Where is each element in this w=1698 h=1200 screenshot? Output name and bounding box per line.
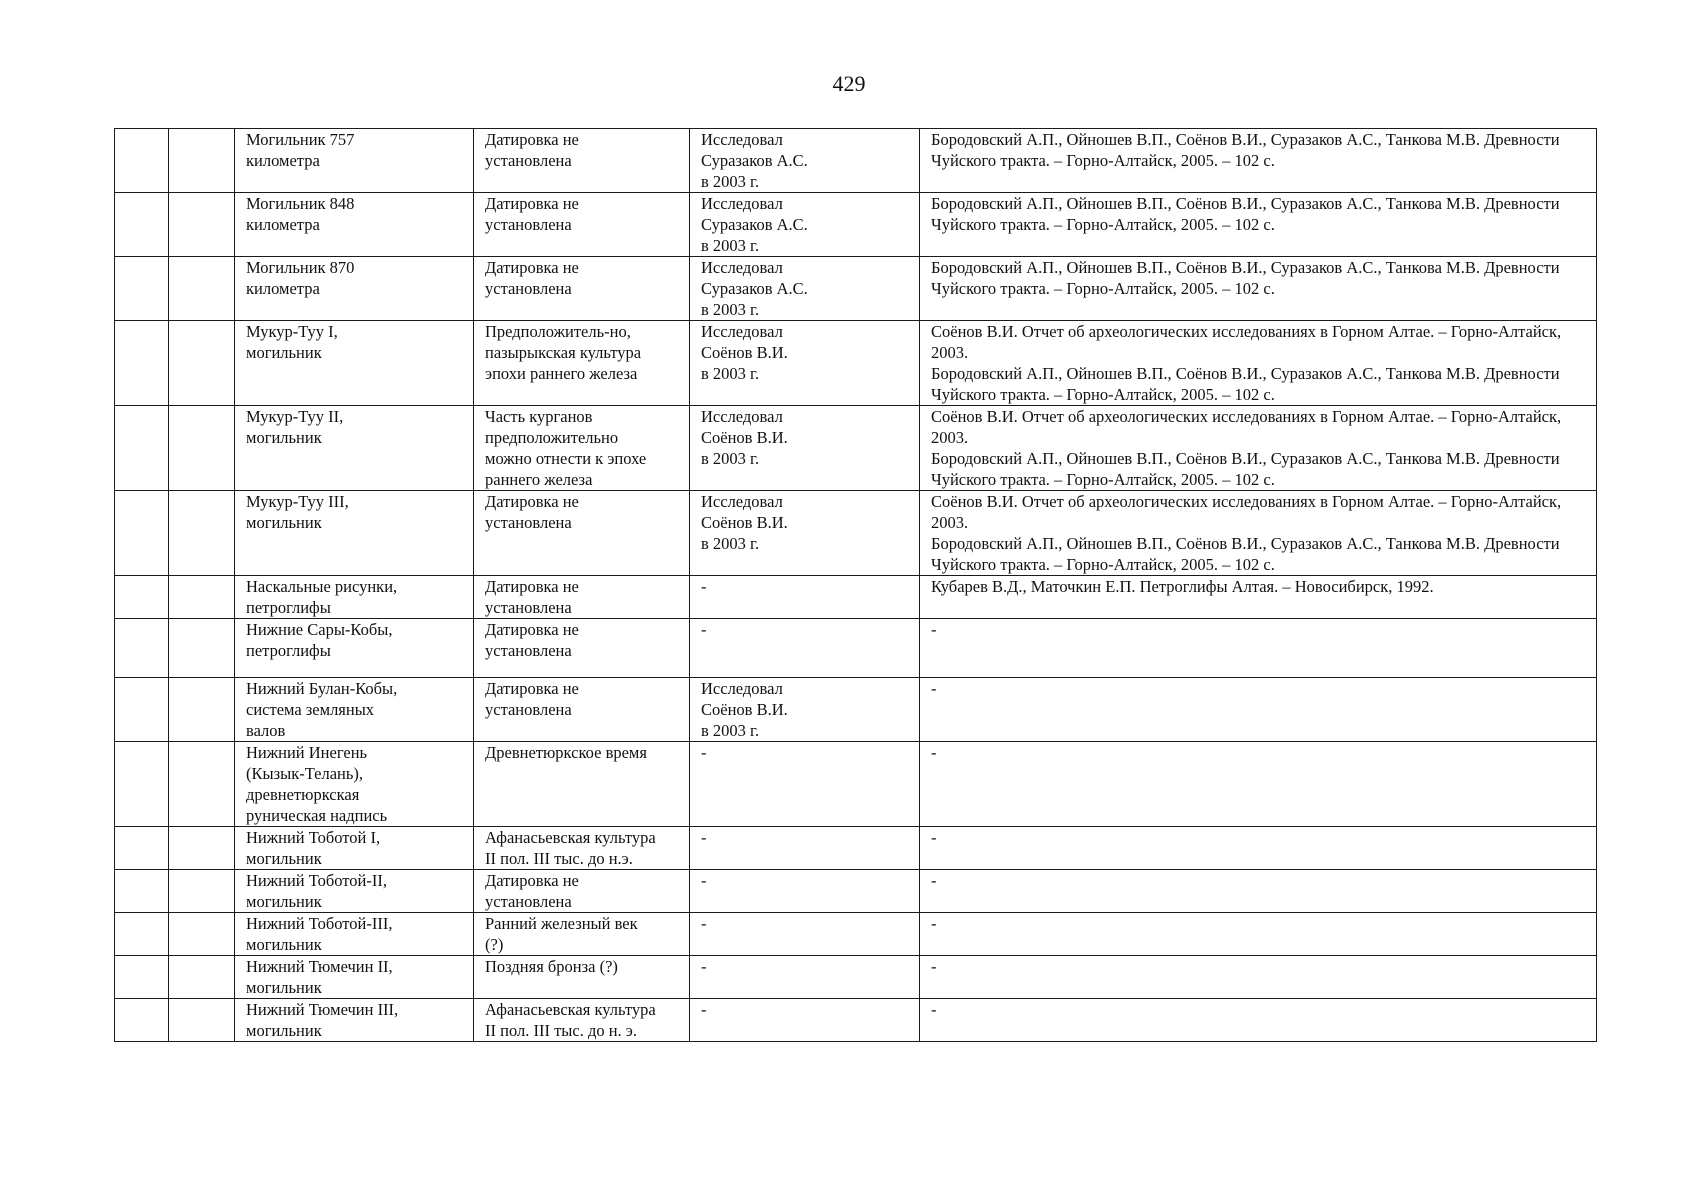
- researcher-cell: -: [690, 913, 920, 956]
- row-number-cell: [115, 999, 169, 1042]
- monument-name-cell: Нижний Булан-Кобы, система земляных валов: [235, 678, 474, 742]
- row-code-cell: [169, 956, 235, 999]
- table-row: [115, 913, 1597, 956]
- row-code-cell: [169, 576, 235, 619]
- monument-name-cell: Нижний Инегень (Кызык-Телань), древнетюркская руническая надпись: [235, 742, 474, 827]
- row-number-cell: [115, 678, 169, 742]
- source-entry: -: [931, 679, 937, 698]
- table-row: [115, 956, 1597, 999]
- row-code-cell: [169, 742, 235, 827]
- row-code-cell: [169, 129, 235, 193]
- researcher-cell: -: [690, 742, 920, 827]
- sources-cell: [920, 678, 1597, 742]
- monument-name-cell: Мукур-Туу III, могильник: [235, 491, 474, 576]
- table-row: [115, 999, 1597, 1042]
- researcher-cell: Исследовал Соёнов В.И. в 2003 г.: [690, 491, 920, 576]
- row-number-cell: [115, 321, 169, 406]
- monument-name-cell: Нижний Тюмечин II, могильник: [235, 956, 474, 999]
- sources-cell: [920, 956, 1597, 999]
- source-entry: Бородовский А.П., Ойношев В.П., Соёнов В.И., Суразаков А.С., Танкова М.В. Древности Чуйского тракта. – Горно-Алтайск, 2005. – 102 с.: [931, 130, 1560, 170]
- sources-cell: [920, 870, 1597, 913]
- source-entry: -: [931, 957, 937, 976]
- row-code-cell: [169, 678, 235, 742]
- row-code-cell: [169, 193, 235, 257]
- table-row: [115, 742, 1597, 827]
- row-code-cell: [169, 870, 235, 913]
- monument-name-cell: Нижний Тоботой-II, могильник: [235, 870, 474, 913]
- monument-name-cell: Нижний Тюмечин III, могильник: [235, 999, 474, 1042]
- researcher-cell: Исследовал Суразаков А.С. в 2003 г.: [690, 129, 920, 193]
- source-entry: Соёнов В.И. Отчет об археологических исследованиях в Горном Алтае. – Горно-Алтайск, 2003.: [931, 492, 1562, 532]
- source-entry: -: [931, 1000, 937, 1019]
- monument-name-cell: Могильник 757 километра: [235, 129, 474, 193]
- dating-cell: Ранний железный век (?): [474, 913, 690, 956]
- row-number-cell: [115, 619, 169, 678]
- monument-name-cell: Нижние Сары-Кобы, петроглифы: [235, 619, 474, 678]
- dating-cell: Древнетюркское время: [474, 742, 690, 827]
- row-code-cell: [169, 999, 235, 1042]
- source-entry: -: [931, 828, 937, 847]
- source-entry: Соёнов В.И. Отчет об археологических исследованиях в Горном Алтае. – Горно-Алтайск, 2003.: [931, 407, 1562, 447]
- sources-cell: [920, 129, 1597, 193]
- row-code-cell: [169, 406, 235, 491]
- table-row: [115, 129, 1597, 193]
- dating-cell: Датировка не установлена: [474, 257, 690, 321]
- table-row: [115, 491, 1597, 576]
- row-code-cell: [169, 321, 235, 406]
- monument-name-cell: Мукур-Туу II, могильник: [235, 406, 474, 491]
- row-number-cell: [115, 913, 169, 956]
- row-number-cell: [115, 257, 169, 321]
- monument-name-cell: Мукур-Туу I, могильник: [235, 321, 474, 406]
- source-entry: Бородовский А.П., Ойношев В.П., Соёнов В.И., Суразаков А.С., Танкова М.В. Древности Чуйского тракта. – Горно-Алтайск, 2005. – 102 с.: [931, 194, 1560, 234]
- researcher-cell: -: [690, 999, 920, 1042]
- table-row: [115, 257, 1597, 321]
- sources-cell: [920, 742, 1597, 827]
- monument-name-cell: Могильник 848 километра: [235, 193, 474, 257]
- researcher-cell: Исследовал Соёнов В.И. в 2003 г.: [690, 406, 920, 491]
- source-entry: Соёнов В.И. Отчет об археологических исследованиях в Горном Алтае. – Горно-Алтайск, 2003.: [931, 322, 1562, 362]
- source-entry: Бородовский А.П., Ойношев В.П., Соёнов В.И., Суразаков А.С., Танкова М.В. Древности Чуйского тракта. – Горно-Алтайск, 2005. – 102 с.: [931, 534, 1560, 574]
- researcher-cell: -: [690, 870, 920, 913]
- researcher-cell: -: [690, 576, 920, 619]
- sources-cell: [920, 576, 1597, 619]
- table-body: [115, 129, 1597, 1042]
- monument-name-cell: Могильник 870 километра: [235, 257, 474, 321]
- table-row: [115, 321, 1597, 406]
- sources-cell: [920, 491, 1597, 576]
- sources-cell: [920, 827, 1597, 870]
- dating-cell: Поздняя бронза (?): [474, 956, 690, 999]
- table-row: [115, 827, 1597, 870]
- table-row: [115, 619, 1597, 678]
- source-entry: -: [931, 620, 937, 639]
- monument-name-cell: Наскальные рисунки, петроглифы: [235, 576, 474, 619]
- dating-cell: Датировка не установлена: [474, 576, 690, 619]
- source-entry: Кубарев В.Д., Маточкин Е.П. Петроглифы Алтая. – Новосибирск, 1992.: [931, 577, 1434, 596]
- source-entry: Бородовский А.П., Ойношев В.П., Соёнов В.И., Суразаков А.С., Танкова М.В. Древности Чуйского тракта. – Горно-Алтайск, 2005. – 102 с.: [931, 449, 1560, 489]
- dating-cell: Датировка не установлена: [474, 129, 690, 193]
- dating-cell: Датировка не установлена: [474, 678, 690, 742]
- sources-cell: [920, 999, 1597, 1042]
- researcher-cell: Исследовал Суразаков А.С. в 2003 г.: [690, 257, 920, 321]
- row-code-cell: [169, 913, 235, 956]
- researcher-cell: -: [690, 827, 920, 870]
- dating-cell: Афанасьевская культура II пол. III тыс. до н. э.: [474, 999, 690, 1042]
- row-code-cell: [169, 491, 235, 576]
- dating-cell: Часть курганов предположительно можно отнести к эпохе раннего железа: [474, 406, 690, 491]
- row-number-cell: [115, 576, 169, 619]
- table-row: [115, 678, 1597, 742]
- source-entry: -: [931, 871, 937, 890]
- table-row: [115, 870, 1597, 913]
- sources-cell: [920, 193, 1597, 257]
- sources-cell: [920, 913, 1597, 956]
- table-row: [115, 576, 1597, 619]
- researcher-cell: -: [690, 619, 920, 678]
- table-row: [115, 193, 1597, 257]
- sources-cell: [920, 257, 1597, 321]
- page-number: 429: [832, 71, 866, 96]
- source-entry: -: [931, 914, 937, 933]
- monument-name-cell: Нижний Тоботой I, могильник: [235, 827, 474, 870]
- monuments-table: [114, 128, 1597, 1042]
- row-number-cell: [115, 742, 169, 827]
- row-code-cell: [169, 257, 235, 321]
- researcher-cell: -: [690, 956, 920, 999]
- row-number-cell: [115, 956, 169, 999]
- researcher-cell: Исследовал Соёнов В.И. в 2003 г.: [690, 321, 920, 406]
- sources-cell: [920, 406, 1597, 491]
- sources-cell: [920, 321, 1597, 406]
- dating-cell: Датировка не установлена: [474, 870, 690, 913]
- source-entry: Бородовский А.П., Ойношев В.П., Соёнов В.И., Суразаков А.С., Танкова М.В. Древности Чуйского тракта. – Горно-Алтайск, 2005. – 102 с.: [931, 258, 1560, 298]
- researcher-cell: Исследовал Суразаков А.С. в 2003 г.: [690, 193, 920, 257]
- sources-cell: [920, 619, 1597, 678]
- row-number-cell: [115, 491, 169, 576]
- source-entry: -: [931, 743, 937, 762]
- dating-cell: Датировка не установлена: [474, 193, 690, 257]
- row-number-cell: [115, 406, 169, 491]
- row-code-cell: [169, 827, 235, 870]
- monument-name-cell: Нижний Тоботой-III, могильник: [235, 913, 474, 956]
- dating-cell: Датировка не установлена: [474, 491, 690, 576]
- row-code-cell: [169, 619, 235, 678]
- row-number-cell: [115, 129, 169, 193]
- dating-cell: Афанасьевская культура II пол. III тыс. до н.э.: [474, 827, 690, 870]
- row-number-cell: [115, 193, 169, 257]
- row-number-cell: [115, 870, 169, 913]
- table-row: [115, 406, 1597, 491]
- row-number-cell: [115, 827, 169, 870]
- researcher-cell: Исследовал Соёнов В.И. в 2003 г.: [690, 678, 920, 742]
- dating-cell: Датировка не установлена: [474, 619, 690, 678]
- source-entry: Бородовский А.П., Ойношев В.П., Соёнов В.И., Суразаков А.С., Танкова М.В. Древности Чуйского тракта. – Горно-Алтайск, 2005. – 102 с.: [931, 364, 1560, 404]
- dating-cell: Предположитель-но, пазырыкская культура эпохи раннего железа: [474, 321, 690, 406]
